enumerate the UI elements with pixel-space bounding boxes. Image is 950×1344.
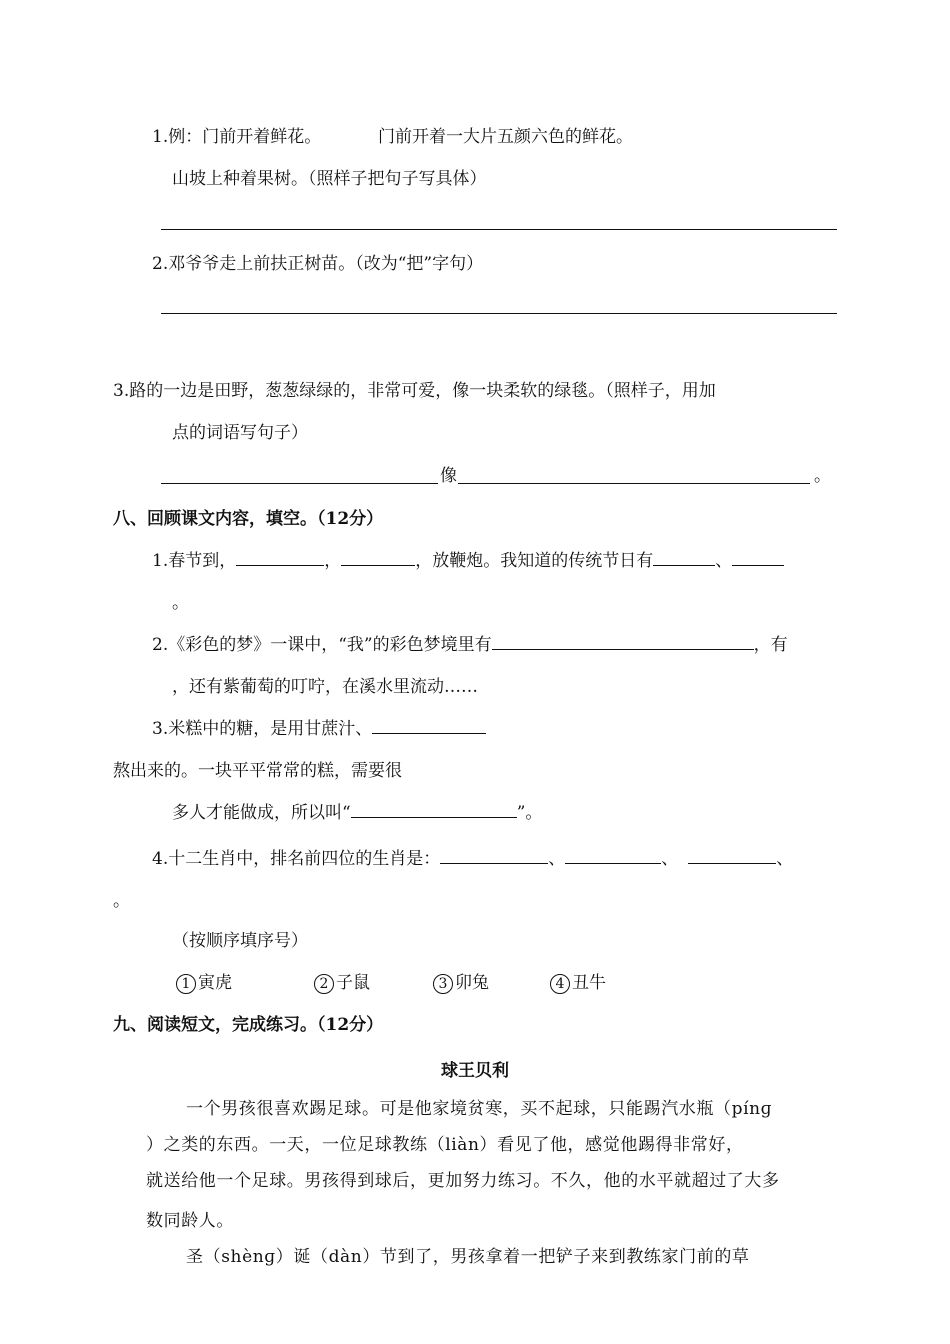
reading-line-1: 一个男孩很喜欢踢足球。可是他家境贫寒，买不起球，只能踢汽水瓶（pínɡ xyxy=(186,1099,773,1119)
q8-2-blank-1[interactable] xyxy=(492,635,754,650)
option-1[interactable]: 1 寅虎 xyxy=(176,972,314,994)
q8-1-blank-2[interactable] xyxy=(341,551,415,566)
q8-2-line2: ，还有紫葡萄的叮咛，在溪水里流动…… xyxy=(172,677,478,697)
q8-4-hint: （按顺序填序号） xyxy=(172,931,308,951)
reading-line-3: 就送给他一个足球。男孩得到球后，更加努力练习。不久，他的水平就超过了大多 xyxy=(146,1171,780,1191)
q7-2-answer-line[interactable] xyxy=(161,313,837,314)
q8-1-blank-3[interactable] xyxy=(653,551,715,566)
q7-3-answer-blank-2[interactable] xyxy=(458,483,810,484)
section9-heading: 九、阅读短文，完成练习。（12分） xyxy=(113,1015,384,1035)
q8-3-line1: 3.米糕中的糖，是用甘蔗汁、 xyxy=(152,718,486,740)
q8-4-options xyxy=(176,972,606,994)
q8-4-blank-2[interactable] xyxy=(565,849,661,864)
q8-1-end: 。 xyxy=(172,593,189,613)
q7-3-answer-blank-1[interactable] xyxy=(161,483,438,484)
q7-1-example: 1.例：门前开着鲜花。 xyxy=(152,127,322,147)
q8-4-blank-3[interactable] xyxy=(688,849,776,864)
q8-4-line1: 4.十二生肖中，排名前四位的生肖是： 、 、 、 xyxy=(152,849,794,869)
q8-4-end: 。 xyxy=(113,891,130,911)
q8-3-line2: 熬出来的。一块平平常常的糕，需要很 xyxy=(113,761,402,781)
option-3[interactable]: 3 卯兔 xyxy=(433,972,550,994)
reading-line-4: 数同龄人。 xyxy=(146,1211,234,1231)
q8-1-blank-4[interactable] xyxy=(732,551,784,566)
q7-1-example-result: 门前开着一大片五颜六色的鲜花。 xyxy=(378,127,633,147)
reading-title: 球王贝利 xyxy=(441,1061,509,1081)
circled-number-3: 3 xyxy=(433,974,453,994)
circled-number-2: 2 xyxy=(314,974,334,994)
q8-2-line1: 2.《彩色的梦》一课中，“我”的彩色梦境里有 ，有 xyxy=(152,635,788,655)
circled-number-1: 1 xyxy=(176,974,196,994)
q7-1-prompt: 山坡上种着果树。（照样子把句子写具体） xyxy=(172,169,487,189)
reading-line-2: ）之类的东西。一天，一位足球教练（liàn）看见了他，感觉他踢得非常好， xyxy=(146,1135,744,1155)
q7-3-mid-word: 像 xyxy=(440,466,457,486)
q7-3-prompt-line1: 3.路的一边是田野，葱葱绿绿的，非常可爱，像一块柔软的绿毯。（照样子，用加 xyxy=(113,381,716,401)
q7-3-end: 。 xyxy=(814,466,831,486)
circled-number-4: 4 xyxy=(550,974,570,994)
section8-heading: 八、回顾课文内容，填空。（12分） xyxy=(113,509,384,529)
q7-3-prompt-line2: 点的词语写句子） xyxy=(172,423,308,443)
reading-line-5: 圣（shènɡ）诞（dàn）节到了，男孩拿着一把铲子来到教练家门前的草 xyxy=(186,1247,750,1267)
q7-2-prompt: 2.邓爷爷走上前扶正树苗。（改为“把”字句） xyxy=(152,254,484,274)
q8-4-blank-1[interactable] xyxy=(440,849,548,864)
q8-3-blank-2[interactable] xyxy=(351,803,517,818)
q8-3-line3: 多人才能做成，所以叫“ ”。 xyxy=(172,803,543,823)
option-2[interactable]: 2 子鼠 xyxy=(314,972,433,994)
q7-1-answer-line[interactable] xyxy=(161,229,837,230)
q8-1-line1: 1.春节到， ， ，放鞭炮。我知道的传统节日有 、 xyxy=(152,550,784,572)
q8-3-blank-1[interactable] xyxy=(372,719,486,734)
option-4[interactable]: 4 丑牛 xyxy=(550,972,606,994)
q8-1-blank-1[interactable] xyxy=(236,551,324,566)
